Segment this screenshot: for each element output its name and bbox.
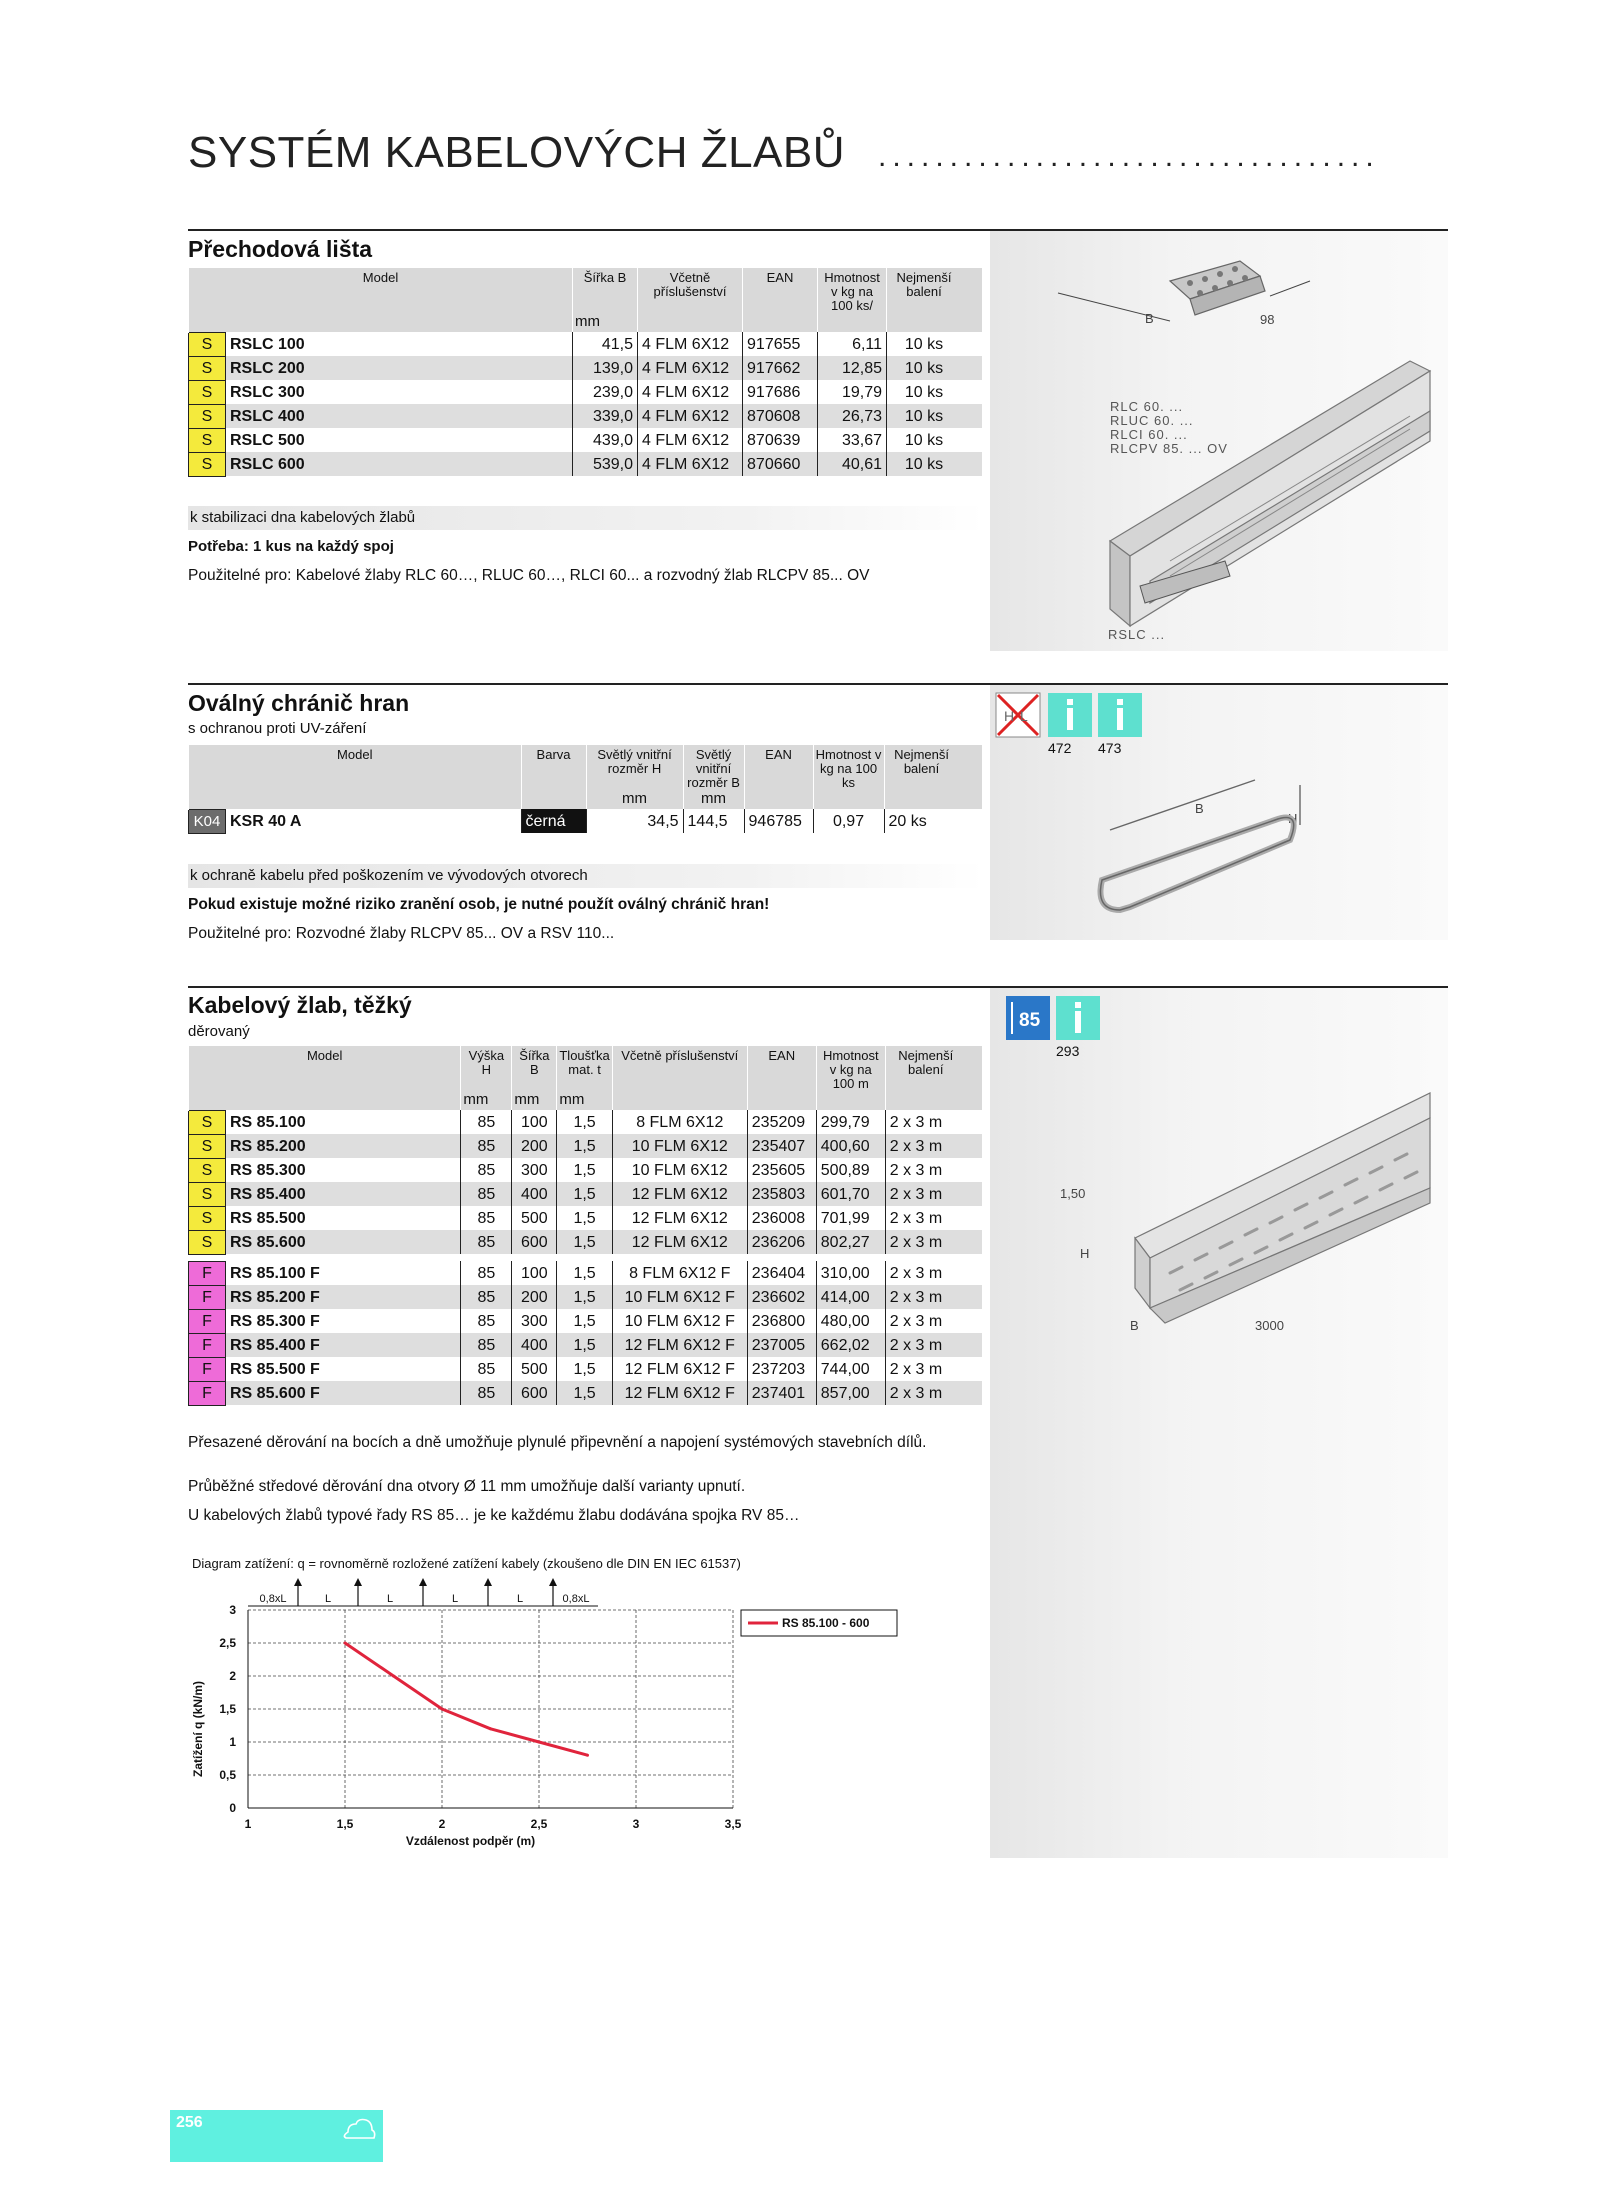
section-title-edge-protector: Oválný chránič hran (188, 690, 410, 716)
ean-cell: 237401 (747, 1381, 816, 1405)
col-pack: Nejmenší balení (887, 268, 962, 313)
thickness-cell: 1,5 (557, 1381, 612, 1405)
requirement-note: Potřeba: 1 kus na každý spoj (188, 538, 394, 555)
thickness-cell: 1,5 (557, 1285, 612, 1309)
data-point (392, 1675, 395, 1678)
model-cell: RSLC 200 (226, 356, 573, 380)
accessories-cell: 8 FLM 6X12 F (612, 1261, 747, 1285)
height-cell: 85 (461, 1182, 512, 1206)
pack-cell: 10 ks (887, 452, 962, 476)
height-cell: 85 (461, 1261, 512, 1285)
col-model: Model (189, 268, 573, 313)
accessories-cell: 4 FLM 6X12 (638, 404, 743, 428)
col-ean: EAN (743, 268, 818, 313)
col-inner-b: Světlý vnitřní rozměr B (683, 745, 744, 790)
width-cell: 100 (512, 1110, 557, 1134)
pack-cell: 2 x 3 m (885, 1381, 966, 1405)
data-point (441, 1708, 444, 1711)
pack-cell: 10 ks (887, 428, 962, 452)
col-weight: Hmotnost v kg na 100 ks/ (818, 268, 887, 313)
rlci-label: RLCI 60. ... (1110, 427, 1188, 442)
svg-text:L: L (1020, 708, 1028, 724)
model-cell: RS 85.500 (230, 1209, 306, 1227)
dim-b-label: B (1130, 1318, 1139, 1333)
variant-tag: F (189, 1381, 226, 1405)
title-leader-dots: ................................... (878, 140, 1380, 173)
ean-cell: 946785 (744, 809, 813, 833)
dim-h-label: H (1288, 811, 1298, 826)
usage-bar-note: k ochraně kabelu před poškozením ve vývodových otvorech (188, 864, 984, 888)
data-point (538, 1741, 541, 1744)
rluc-label: RLUC 60. ... (1110, 413, 1194, 428)
unit-mm: mm (557, 1091, 612, 1110)
weight-cell: 19,79 (818, 380, 887, 404)
table-row (189, 1357, 983, 1381)
y-tick-label: 1,5 (219, 1702, 236, 1716)
stock-tag: S (189, 380, 226, 404)
ean-cell: 235605 (747, 1158, 816, 1182)
thickness-cell: 1,5 (557, 1182, 612, 1206)
edge-protector-table (188, 745, 982, 834)
transition-strip-table (188, 268, 982, 477)
variant-tag: S (189, 1134, 226, 1158)
col-pack: Nejmenší balení (885, 1046, 966, 1091)
weight-cell: 414,00 (816, 1285, 885, 1309)
col-width: Šířka B (512, 1046, 557, 1091)
inner-b-cell: 144,5 (683, 809, 744, 833)
pack-cell: 2 x 3 m (885, 1230, 966, 1254)
weight-cell: 400,60 (816, 1134, 885, 1158)
table-row (189, 1134, 983, 1158)
unit-mm: mm (512, 1091, 557, 1110)
width-cell: 200 (512, 1134, 557, 1158)
col-color: Barva (521, 745, 586, 790)
weight-cell: 0,97 (813, 809, 884, 833)
color-code-tag: K04 (189, 809, 226, 833)
col-accessories: Včetně příslušenství (612, 1046, 747, 1091)
support-arrow-head (294, 1578, 302, 1586)
transition-strip-drawing (990, 231, 1448, 651)
weight-cell: 310,00 (816, 1261, 885, 1285)
stock-tag: S (189, 332, 226, 356)
height-cell: 85 (461, 1333, 512, 1357)
col-model: Model (189, 1046, 461, 1091)
stock-tag: S (189, 404, 226, 428)
col-height: Výška H (461, 1046, 512, 1091)
pack-cell: 10 ks (887, 356, 962, 380)
col-ean: EAN (744, 745, 813, 790)
page-number: 256 (176, 2114, 203, 2131)
pack-cell: 2 x 3 m (885, 1158, 966, 1182)
variant-tag: S (189, 1206, 226, 1230)
table-row (189, 1333, 983, 1357)
y-tick-label: 0 (229, 1801, 236, 1815)
accessories-cell: 10 FLM 6X12 F (612, 1285, 747, 1309)
model-cell: RS 85.400 (226, 1182, 461, 1206)
model-cell: RS 85.100 (230, 1113, 306, 1131)
ean-cell: 870639 (743, 428, 818, 452)
thickness-cell: 1,5 (557, 1261, 612, 1285)
data-point (489, 1727, 492, 1730)
col-model: Model (189, 745, 522, 790)
width-cell: 500 (512, 1357, 557, 1381)
section-title-transition-strip: Přechodová lišta (188, 236, 373, 262)
load-diagram (188, 1572, 918, 1862)
table-row (189, 1261, 983, 1285)
model-cell: RSLC 500 (230, 431, 305, 449)
x-tick-label: 2,5 (530, 1817, 548, 1831)
y-tick-label: 3 (229, 1603, 236, 1617)
table-row (189, 1381, 983, 1405)
page-title: SYSTÉM KABELOVÝCH ŽLABŮ (188, 128, 846, 177)
stock-tag: S (189, 452, 226, 476)
span-label: L (451, 1593, 459, 1605)
edge-protector-drawing (990, 685, 1448, 940)
accessories-cell: 4 FLM 6X12 (638, 452, 743, 476)
col-weight: Hmotnost v kg na 100 m (816, 1046, 885, 1091)
table-row (189, 1309, 983, 1333)
model-cell: RS 85.600 F (226, 1381, 461, 1405)
y-tick-label: 2,5 (219, 1636, 236, 1650)
y-tick-label: 2 (229, 1669, 236, 1683)
dim-b-label: B (1145, 311, 1154, 326)
support-arrow-head (549, 1578, 557, 1586)
section-title-cable-tray: Kabelový žlab, těžký (188, 992, 412, 1018)
col-width: Šířka B (573, 268, 638, 313)
table-row (189, 356, 982, 380)
width-cell: 600 (512, 1230, 557, 1254)
weight-cell: 857,00 (816, 1381, 885, 1405)
x-tick-label: 2 (438, 1817, 446, 1831)
height-cell: 85 (461, 1381, 512, 1405)
table-row (189, 380, 982, 404)
col-accessories: Včetně příslušenství (638, 268, 743, 313)
perforation-note: Přesazené děrování na bocích a dně umožňuje plynulé připevnění a napojení systémových stavebních dílů. (188, 1434, 927, 1451)
model-cell: RS 85.500 F (230, 1360, 320, 1378)
product-image-panel (990, 685, 1448, 940)
support-arrow-head (354, 1578, 362, 1586)
width-cell: 600 (512, 1381, 557, 1405)
unit-mm: mm (683, 790, 744, 809)
table-row (189, 1230, 983, 1254)
data-point (344, 1642, 347, 1645)
accessories-cell: 12 FLM 6X12 (612, 1182, 747, 1206)
variant-tag: S (189, 1230, 226, 1254)
icon-caption-293: 293 (1056, 1043, 1080, 1059)
inner-h-cell: 34,5 (586, 809, 683, 833)
thickness-cell: 1,5 (557, 1110, 612, 1134)
x-axis-label: Vzdálenost podpěr (m) (405, 1834, 536, 1848)
icon-caption-472: 472 (1048, 740, 1072, 756)
height-cell: 85 (461, 1230, 512, 1254)
model-cell: RSLC 300 (230, 383, 305, 401)
unit-mm: mm (586, 790, 683, 809)
model-cell: RSLC 400 (226, 404, 573, 428)
width-cell: 100 (512, 1261, 557, 1285)
height-cell: 85 (461, 1158, 512, 1182)
product-image-panel (990, 988, 1448, 1858)
variant-tag: F (189, 1309, 226, 1333)
weight-cell: 500,89 (816, 1158, 885, 1182)
width-cell: 139,0 (573, 356, 638, 380)
height-cell: 85 (461, 1309, 512, 1333)
usable-for-note: Použitelné pro: Rozvodné žlaby RLCPV 85... OV a RSV 110... (188, 925, 615, 942)
weight-cell: 33,67 (818, 428, 887, 452)
cable-tray-table (188, 1046, 982, 1406)
width-cell: 500 (512, 1206, 557, 1230)
x-tick-label: 3 (632, 1817, 640, 1831)
unit-mm: mm (461, 1091, 512, 1110)
icon-caption-473: 473 (1098, 740, 1122, 756)
accessories-cell: 12 FLM 6X12 F (612, 1357, 747, 1381)
thickness-cell: 1,5 (557, 1230, 612, 1254)
weight-cell: 6,11 (818, 332, 887, 356)
width-cell: 300 (512, 1309, 557, 1333)
weight-cell: 802,27 (816, 1230, 885, 1254)
span-label: 0,8xL (259, 1593, 287, 1605)
y-axis-label: Zatížení q (kN/m) (191, 1680, 205, 1778)
dim-b-label: B (1195, 801, 1204, 816)
width-cell: 400 (512, 1333, 557, 1357)
ean-cell: 870660 (743, 452, 818, 476)
ean-cell: 236008 (747, 1206, 816, 1230)
height-85-label: 85 (1019, 1010, 1041, 1031)
weight-cell: 40,61 (818, 452, 887, 476)
color-cell: černá (521, 809, 586, 833)
rslc-label: RSLC ... (1108, 627, 1166, 642)
width-cell: 239,0 (573, 380, 638, 404)
pack-cell: 2 x 3 m (885, 1110, 966, 1134)
table-row (189, 452, 982, 476)
table-row (189, 428, 982, 452)
legend-label: RS 85.100 - 600 (782, 1616, 870, 1630)
chart-title: Diagram zatížení: q = rovnoměrně rozložené zatížení kabely (zkoušeno dle DIN EN IEC 61537) (192, 1556, 741, 1571)
ean-cell: 237005 (747, 1333, 816, 1357)
variant-tag: F (189, 1357, 226, 1381)
series-line (345, 1643, 588, 1755)
accessories-cell: 4 FLM 6X12 (638, 356, 743, 380)
model-cell: RS 85.600 (226, 1230, 461, 1254)
thickness-cell: 1,5 (557, 1309, 612, 1333)
stock-tag: S (189, 428, 226, 452)
variant-tag: S (189, 1110, 226, 1134)
pack-cell: 10 ks (887, 380, 962, 404)
unit-mm: mm (573, 313, 638, 332)
product-image-panel (990, 231, 1448, 651)
ean-cell: 235803 (747, 1182, 816, 1206)
table-row (189, 1110, 983, 1134)
pack-cell: 20 ks (884, 809, 959, 833)
table-row (189, 809, 982, 833)
table-row (189, 332, 982, 356)
variant-tag: F (189, 1285, 226, 1309)
accessories-cell: 10 FLM 6X12 F (612, 1309, 747, 1333)
model-cell: RSLC 600 (226, 452, 573, 476)
svg-text:H: H (1004, 708, 1015, 724)
ean-cell: 236800 (747, 1309, 816, 1333)
pack-cell: 2 x 3 m (885, 1206, 966, 1230)
model-cell: RS 85.100 F (230, 1264, 320, 1282)
ean-cell: 235209 (747, 1110, 816, 1134)
model-cell: RS 85.400 F (226, 1333, 461, 1357)
col-weight: Hmotnost v kg na 100 ks (813, 745, 884, 790)
usage-bar-note: k stabilizaci dna kabelových žlabů (188, 506, 984, 530)
pack-cell: 2 x 3 m (885, 1182, 966, 1206)
pack-cell: 10 ks (887, 404, 962, 428)
x-tick-label: 1 (244, 1817, 252, 1831)
accessories-cell: 10 FLM 6X12 (612, 1134, 747, 1158)
span-label: L (324, 1593, 332, 1605)
usable-for-note: Použitelné pro: Kabelové žlaby RLC 60…, RLUC 60…, RLCI 60... a rozvodný žlab RLCPV 85... OV (188, 567, 870, 584)
pack-cell: 2 x 3 m (885, 1309, 966, 1333)
warning-note: Pokud existuje možné riziko zranění osob, je nutné použít oválný chránič hran! (188, 896, 770, 913)
dim-t-label: 1,50 (1060, 1186, 1086, 1201)
thickness-cell: 1,5 (557, 1134, 612, 1158)
dim-h-label: H (1080, 1246, 1090, 1261)
weight-cell: 744,00 (816, 1357, 885, 1381)
model-cell: RS 85.200 (226, 1134, 461, 1158)
variant-tag: S (189, 1158, 226, 1182)
x-tick-label: 1,5 (336, 1817, 354, 1831)
model-cell: RS 85.300 (230, 1161, 306, 1179)
accessories-cell: 12 FLM 6X12 (612, 1206, 747, 1230)
y-tick-label: 0,5 (219, 1768, 236, 1782)
table-row (189, 1285, 983, 1309)
table-row (189, 404, 982, 428)
support-arrow-head (419, 1578, 427, 1586)
weight-cell: 662,02 (816, 1333, 885, 1357)
rlc-label: RLC 60. ... (1110, 399, 1184, 414)
weight-cell: 299,79 (816, 1110, 885, 1134)
col-thickness: Tloušťka mat. t (557, 1046, 612, 1091)
accessories-cell: 8 FLM 6X12 (612, 1110, 747, 1134)
ean-cell: 917662 (743, 356, 818, 380)
table-row (189, 1158, 983, 1182)
table-row (189, 1182, 983, 1206)
ean-cell: 235407 (747, 1134, 816, 1158)
height-cell: 85 (461, 1206, 512, 1230)
ean-cell: 236602 (747, 1285, 816, 1309)
thickness-cell: 1,5 (557, 1158, 612, 1182)
accessories-cell: 12 FLM 6X12 F (612, 1381, 747, 1405)
span-label: L (516, 1593, 524, 1605)
variant-tag: F (189, 1261, 226, 1285)
ean-cell: 236206 (747, 1230, 816, 1254)
ean-cell: 237203 (747, 1357, 816, 1381)
pack-cell: 2 x 3 m (885, 1285, 966, 1309)
width-cell: 539,0 (573, 452, 638, 476)
section-subtitle-uv: s ochranou proti UV-záření (188, 720, 367, 737)
width-cell: 439,0 (573, 428, 638, 452)
pack-cell: 10 ks (887, 332, 962, 356)
model-cell: RSLC 100 (230, 335, 305, 353)
pack-cell: 2 x 3 m (885, 1333, 966, 1357)
weight-cell: 26,73 (818, 404, 887, 428)
col-ean: EAN (747, 1046, 816, 1091)
rlcpv-label: RLCPV 85. ... OV (1110, 441, 1228, 456)
center-perforation-note: Průběžné středové děrování dna otvory Ø 11 mm umožňuje další varianty upnutí. (188, 1478, 746, 1495)
model-cell: RS 85.200 F (226, 1285, 461, 1309)
weight-cell: 701,99 (816, 1206, 885, 1230)
pack-cell: 2 x 3 m (885, 1261, 966, 1285)
variant-tag: S (189, 1182, 226, 1206)
weight-cell: 12,85 (818, 356, 887, 380)
pack-cell: 2 x 3 m (885, 1134, 966, 1158)
width-cell: 200 (512, 1285, 557, 1309)
dim-length-label: 3000 (1255, 1318, 1284, 1333)
accessories-cell: 4 FLM 6X12 (638, 428, 743, 452)
variant-tag: F (189, 1333, 226, 1357)
col-pack: Nejmenší balení (884, 745, 959, 790)
weight-cell: 480,00 (816, 1309, 885, 1333)
data-point (586, 1754, 589, 1757)
width-cell: 41,5 (573, 332, 638, 356)
accessories-cell: 4 FLM 6X12 (638, 332, 743, 356)
accessories-cell: 12 FLM 6X12 (612, 1230, 747, 1254)
stock-tag: S (189, 356, 226, 380)
thickness-cell: 1,5 (557, 1357, 612, 1381)
thickness-cell: 1,5 (557, 1206, 612, 1230)
model-cell: RS 85.300 F (230, 1312, 320, 1330)
coupler-note: U kabelových žlabů typové řady RS 85… je ke každému žlabu dodávána spojka RV 85… (188, 1507, 800, 1524)
table-row (189, 1206, 983, 1230)
height-cell: 85 (461, 1285, 512, 1309)
pack-cell: 2 x 3 m (885, 1357, 966, 1381)
width-cell: 300 (512, 1158, 557, 1182)
thickness-cell: 1,5 (557, 1333, 612, 1357)
width-cell: 339,0 (573, 404, 638, 428)
accessories-cell: 4 FLM 6X12 (638, 380, 743, 404)
ean-cell: 917655 (743, 332, 818, 356)
ean-cell: 870608 (743, 404, 818, 428)
span-label: L (386, 1593, 394, 1605)
section-subtitle-perforated: děrovaný (188, 1023, 250, 1040)
height-cell: 85 (461, 1110, 512, 1134)
height-cell: 85 (461, 1134, 512, 1158)
model-cell: KSR 40 A (230, 812, 302, 830)
support-arrow-head (484, 1578, 492, 1586)
accessories-cell: 10 FLM 6X12 (612, 1158, 747, 1182)
col-inner-h: Světlý vnitřní rozměr H (586, 745, 683, 790)
span-label: 0,8xL (562, 1593, 590, 1605)
height-cell: 85 (461, 1357, 512, 1381)
accessories-cell: 12 FLM 6X12 F (612, 1333, 747, 1357)
width-cell: 400 (512, 1182, 557, 1206)
dim-98-label: 98 (1260, 312, 1275, 327)
weight-cell: 601,70 (816, 1182, 885, 1206)
y-tick-label: 1 (229, 1735, 236, 1749)
ean-cell: 917686 (743, 380, 818, 404)
x-tick-label: 3,5 (724, 1817, 742, 1831)
ean-cell: 236404 (747, 1261, 816, 1285)
cable-tray-drawing (990, 988, 1448, 1858)
